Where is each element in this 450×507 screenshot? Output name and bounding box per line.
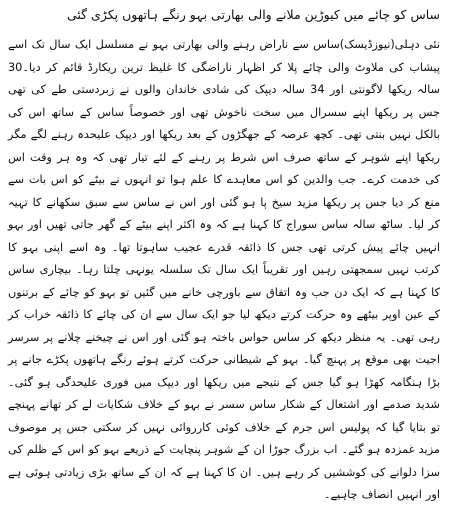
article-body: نئی دہلی(نیوزڈیسک)ساس سے ناراض رہنے والی بھارتی بہو نے مسلسل ایک سال تک اسے پیشاب کی ملاوٹ والی چائے پلا کر اظہار ناراضگی کا غلیظ ترین ریکارڈ قائم کر دیا۔30 سالہ ریکھا لاگونتی اور 34 سالہ دیپک کی شادی خاندان والوں نے زبردستی طے کی تھی جس پر ریکھا اپنے سسرال میں سخت ناخوش تھی اور خصوصاً ساس کے ساتھ اس کی بالکل نہیں بنتی تھی۔ کچھ عرصہ کے جھگڑوں کے بعد ریکھا اور دیپک علیحدہ رہنے لگے مگر ریکھا اپنے شوہر کے ساتھ صرف اس شرط پر رہنے کے لئے تیار تھی کہ وہ ہر وقت اس کی خدمت کرے۔ جب والدین کو اس معاہدے کا علم ہوا تو انہوں نے بیٹے کو اس بات سے منع کر دیا جس پر ریکھا مزید سیخ پا ہو گئی اور اس نے ساس سے سبق سکھانے کا تہیہ کر لیا۔ ساٹھ سالہ ساس سوراج کا کہنا ہے کہ وہ اکثر اپنے بیٹے کے گھر جاتی تھیں اور بہو انہیں چائے پیش کرتی تھی جس کا ذائقہ قدرے عجیب ساہوتا تھا۔ وہ اسے اپنی بہو کا کرتب نہیں سمجھتی رہیں اور تقریباً ایک سال تک سلسلہ یونہی چلتا رہا۔ بیچاری ساس کا کہنا ہے کہ ایک دن جب وہ اتفاق سے باورچی خانے میں گئیں تو بہو کو چائے کے برتنوں کے عین اوپر بیٹھے وہ حرکت کرتے دیکھ لیا جو ایک سال سے ان کی چائے کا ذائقہ خراب کر رہی تھی۔ یہ منظر دیکھ کر ساس حواس باختہ ہو گئی اور اس نے چیخنے چلانے پر سرسر اجیت بھی موقع پر پہنچ گیا۔ بہو کے شیطانی حرکت کرتے ہوئے رنگے ہاتھوں پکڑے جانے پر بڑا ہنگامہ کھڑا ہو گیا جس کے نتیجے میں ریکھا اور دیپک میں فوری علیحدگی ہو گئی۔ شدید صدمے اور اشتعال کے شکار ساس سسر نے بہو کے خلاف شکایات لے کر تھانے پہنچے تو بتایا گیا کہ پولیس اس جرم کے خلاف کوئی کارروائی نہیں کر سکتی جس پر موصوف مزید غمزدہ ہو گئے۔ اب بزرگ جوڑا ان کے شوہر پنچایت کے ذریعے بہو کو اس کے ظلم کی سزا دلوانے کی کوششیں کر رہے ہیں۔ ان کا کہنا ہے کہ ان کے ساتھ بڑی زیادتی ہوئی ہے اور انہیں انصاف چاہیے۔ [8,38,440,501]
article-headline: ساس کو چائے میں کیوڑین ملانے والی بھارتی بہو رنگے ہاتھوں پکڑی گئی [66,7,440,22]
